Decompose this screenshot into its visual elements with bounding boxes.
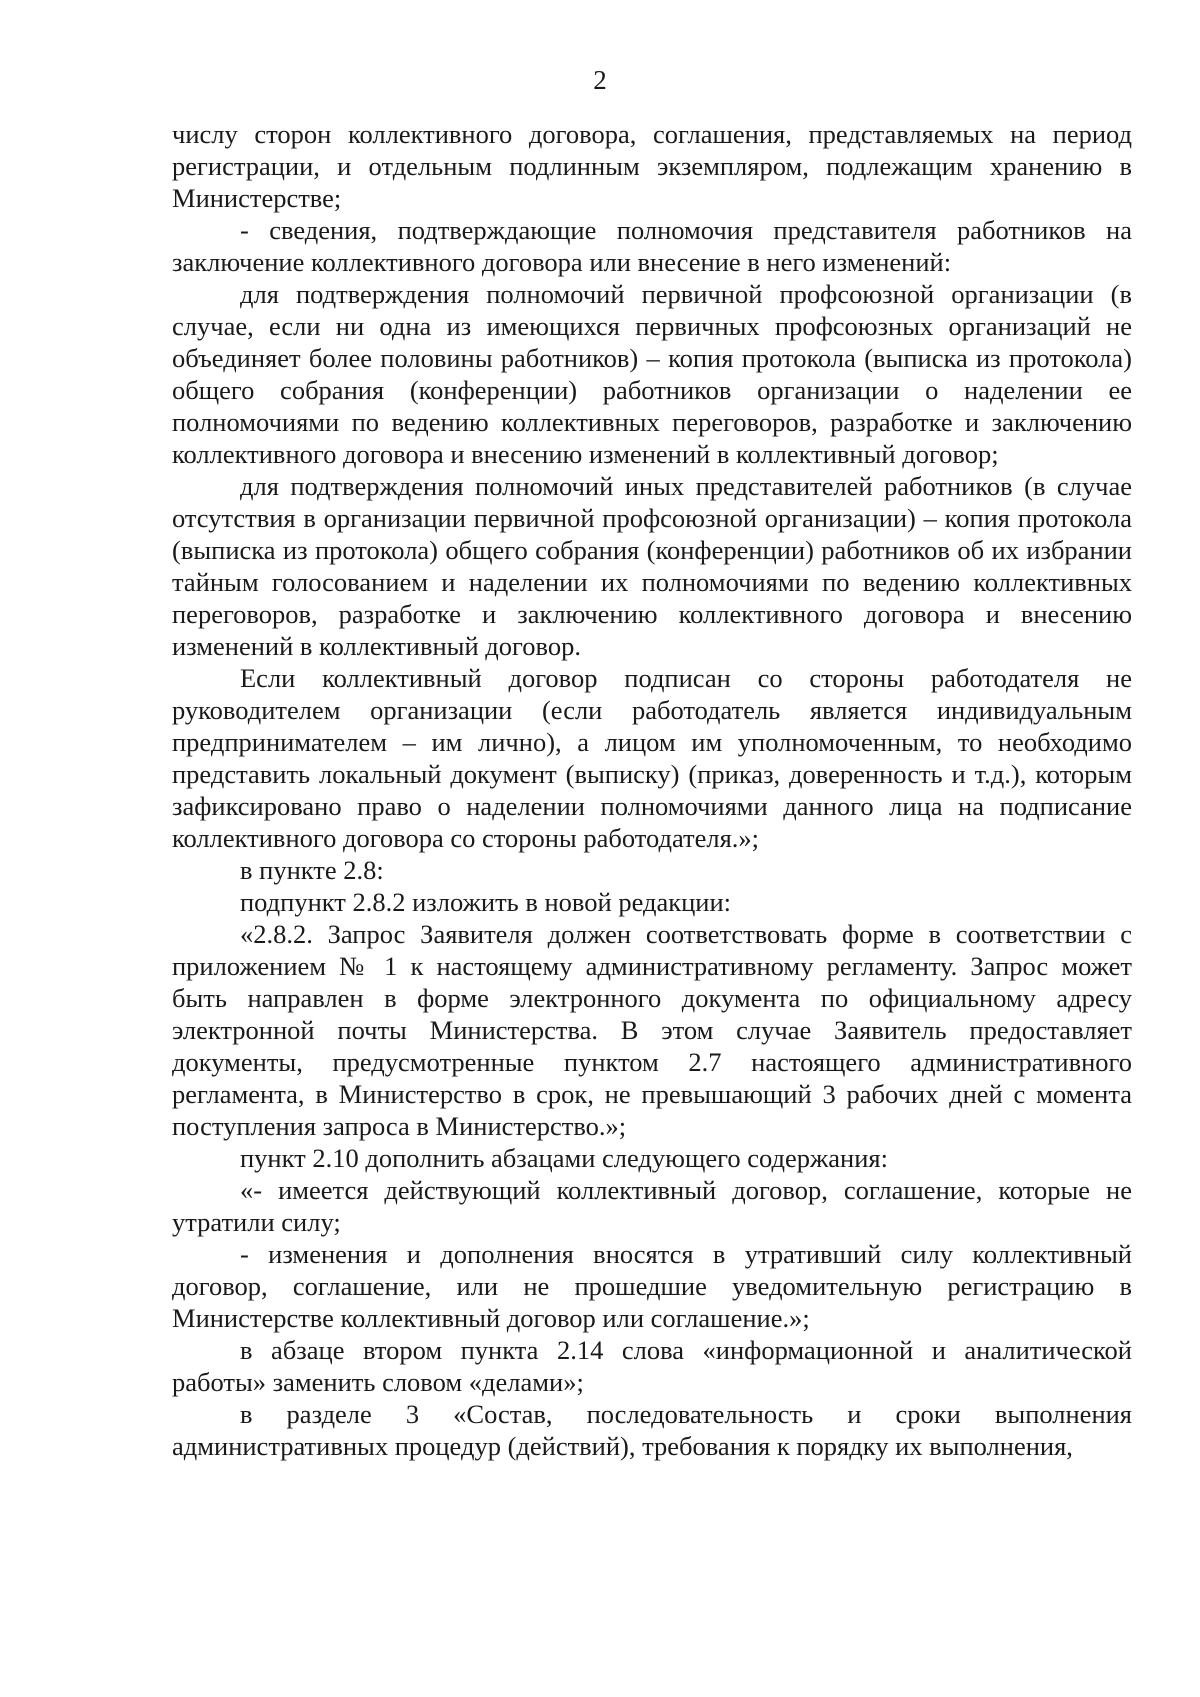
paragraph-4: для подтверждения полномочий иных представителей работников (в случае отсутствия в организации первичной профсоюзной организации) – копия протокола (выписка из протокола) общего собрания (конференции) работников об их избрании тайным голосованием и наделении их полномочиями по ведению коллективных переговоров, разработке и заключению коллективного договора и внесению изменений в коллективный договор. xyxy=(172,471,1132,661)
paragraph-12: в абзаце втором пункта 2.14 слова «информационной и аналитической работы» заменить словом «делами»; xyxy=(172,1335,1132,1397)
page-number: 2 xyxy=(593,65,607,95)
paragraph-11: - изменения и дополнения вносятся в утративший силу коллективный договор, соглашение, или не прошедшие уведомительную регистрацию в Министерстве коллективный договор или соглашение.»; xyxy=(172,1239,1132,1333)
paragraph-10: «- имеется действующий коллективный договор, соглашение, которые не утратили силу; xyxy=(172,1175,1132,1237)
document-body xyxy=(172,118,1132,1462)
paragraph-6: в пункте 2.8: xyxy=(240,855,384,885)
paragraph-2: - сведения, подтверждающие полномочия представителя работников на заключение коллективного договора или внесение в него изменений: xyxy=(172,215,1132,277)
paragraph-9: пункт 2.10 дополнить абзацами следующего содержания: xyxy=(240,1143,888,1173)
paragraph-1: числу сторон коллективного договора, соглашения, представляемых на период регистрации, и отдельным подлинным экземпляром, подлежащим хранению в Министерстве; xyxy=(172,119,1132,213)
paragraph-7: подпункт 2.8.2 изложить в новой редакции: xyxy=(240,887,732,917)
paragraph-13: в разделе 3 «Состав, последовательность и сроки выполнения административных процедур (действий), требования к порядку их выполнения, xyxy=(172,1399,1132,1461)
paragraph-8: «2.8.2. Запрос Заявителя должен соответствовать форме в соответствии с приложением № 1 к настоящему административному регламенту. Запрос может быть направлен в форме электронного документа по официальному адресу электронной почты Министерства. В этом случае Заявитель предоставляет документы, предусмотренные пунктом 2.7 настоящего административного регламента, в Министерство в срок, не превышающий 3 рабочих дней с момента поступления запроса в Министерство.»; xyxy=(172,919,1132,1141)
paragraph-5: Если коллективный договор подписан со стороны работодателя не руководителем организации (если работодатель является индивидуальным предпринимателем – им лично), а лицом им уполномоченным, то необходимо представить локальный документ (выписку) (приказ, доверенность и т.д.), которым зафиксировано право о наделении полномочиями данного лица на подписание коллективного договора со стороны работодателя.»; xyxy=(172,663,1132,853)
paragraph-3: для подтверждения полномочий первичной профсоюзной организации (в случае, если ни одна из имеющихся первичных профсоюзных организаций не объединяет более половины работников) – копия протокола (выписка из протокола) общего собрания (конференции) работников организации о наделении ее полномочиями по ведению коллективных переговоров, разработке и заключению коллективного договора и внесению изменений в коллективный договор; xyxy=(172,279,1132,469)
